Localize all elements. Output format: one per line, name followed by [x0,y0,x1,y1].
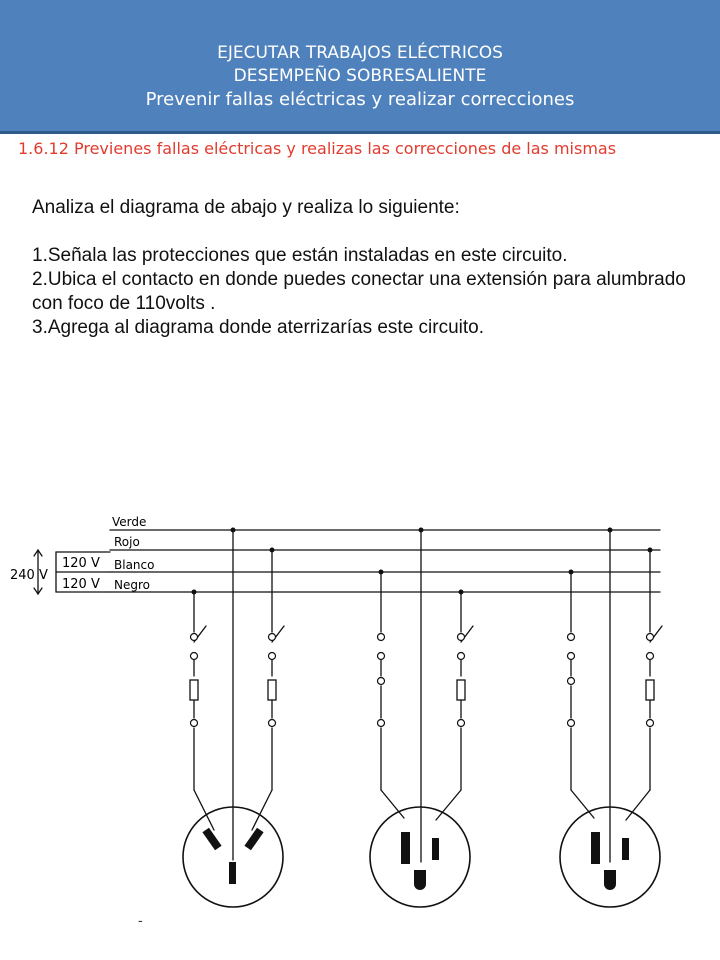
circuit-3 [571,530,662,862]
instructions [32,196,692,340]
header-subtitle: DESEMPEÑO SOBRESALIENTE [233,66,487,86]
header-banner [0,0,720,134]
instruction-item-1: 1.Señala las protecciones que están instaladas en este circuito. [32,245,568,266]
instruction-item-2: 2.Ubica el contacto en donde puedes conectar una extensión para alumbrado con foco de 110volts . [32,269,686,314]
footer-mark: - [138,912,143,928]
circuit-2 [381,530,473,862]
wire-label-negro: Negro [114,578,150,592]
header-title: EJECUTAR TRABAJOS ELÉCTRICOS [217,43,503,63]
section-subtitle: 1.6.12 Previenes fallas eléctricas y realizas las correcciones de las mismas [18,139,617,158]
outlet-120v-1 [370,807,470,907]
wire-label-rojo: Rojo [114,535,140,549]
instructions-intro: Analiza el diagrama de abajo y realiza lo siguiente: [32,197,460,218]
header-topic: Prevenir fallas eléctricas y realizar correcciones [145,89,575,110]
circuit-1 [190,530,284,860]
wire-label-blanco: Blanco [114,558,155,572]
voltage-label-upper: 120 V [62,556,100,571]
wiring-diagram [0,500,720,920]
voltage-label-240: 240 V [10,568,48,583]
voltage-label-lower: 120 V [62,577,100,592]
wire-label-verde: Verde [112,515,147,529]
instruction-item-3: 3.Agrega al diagrama donde aterrizarías este circuito. [32,317,485,338]
